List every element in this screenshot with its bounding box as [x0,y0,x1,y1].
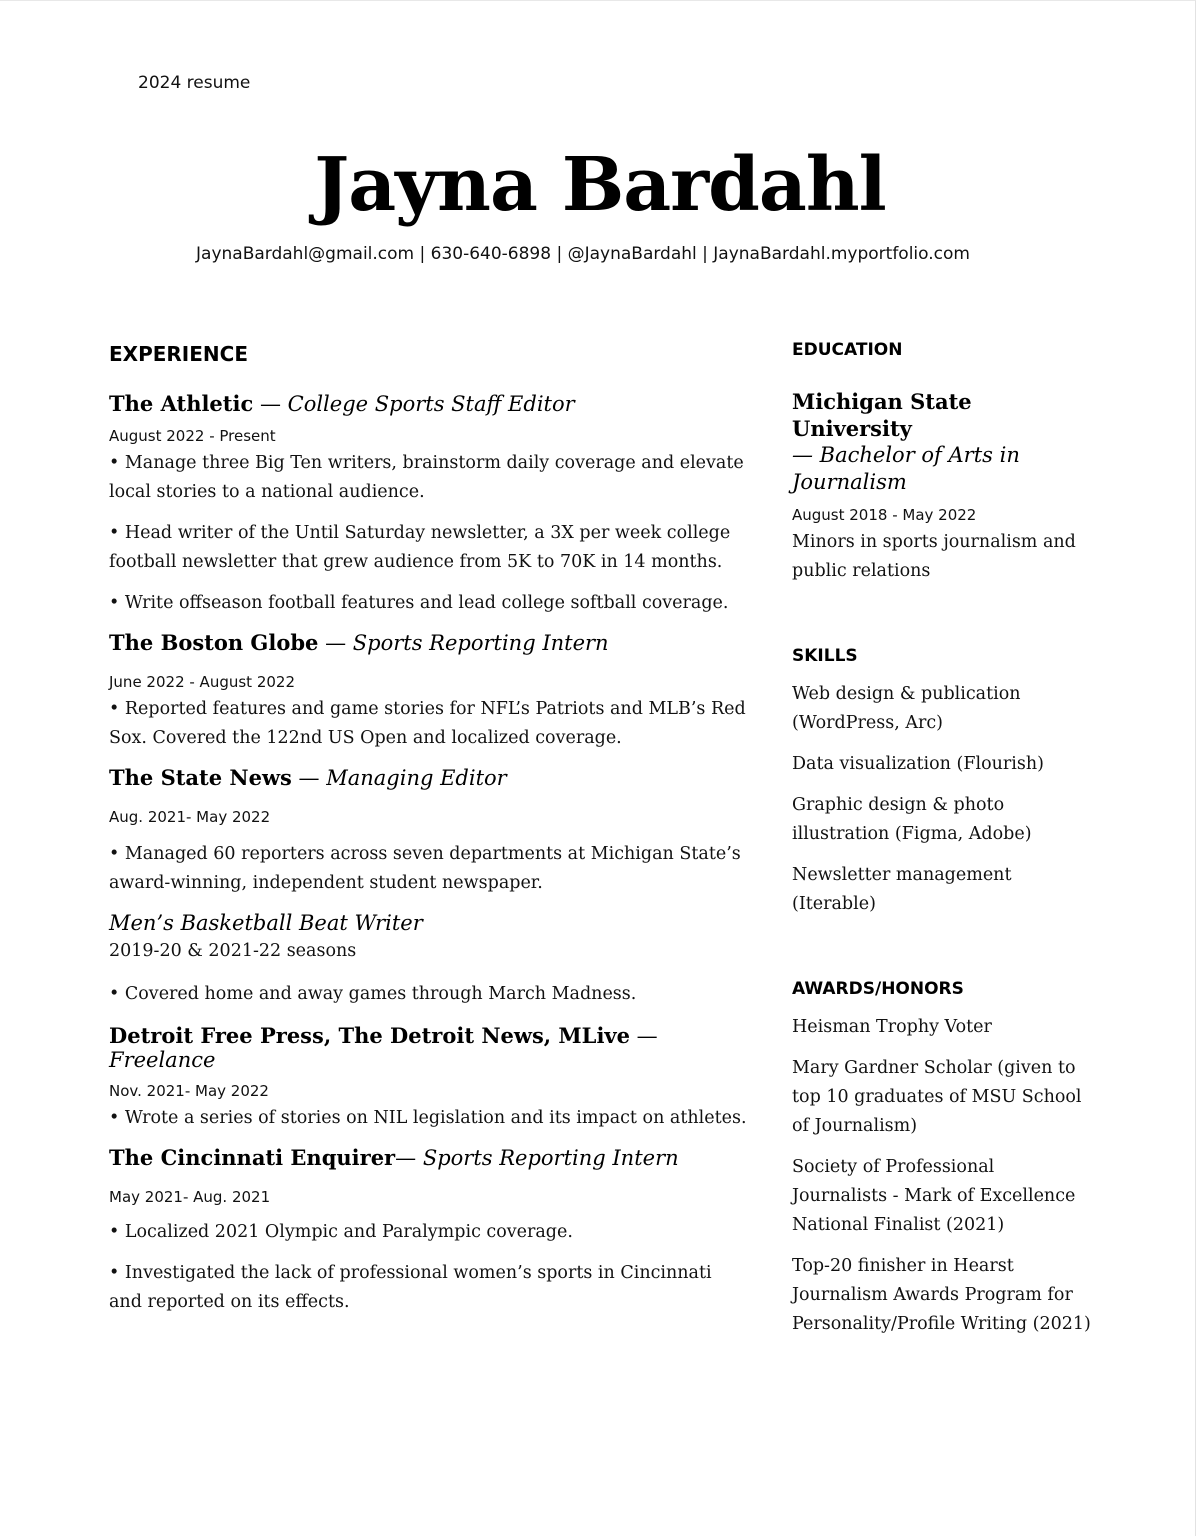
job-entry [109,630,749,753]
job-separator: — [395,1146,423,1170]
job-company: The Cincinnati Enquirer [109,1145,396,1170]
education-minors: Minors in sports journalism and public relations [792,532,1076,581]
award-item: Mary Gardner Scholar (given to top 10 graduates of MSU School of Journalism) [792,1058,1082,1136]
job-entry [109,1145,749,1317]
job-bullet: • Covered home and away games through March Madness. [109,984,637,1004]
job-bullet: • Write offseason football features and lead college softball coverage. [109,593,729,613]
job-dates: August 2022 - Present [109,427,276,445]
education-dates: August 2018 - May 2022 [792,506,977,524]
job-entry [109,910,749,1009]
skill-item: Web design & publication (WordPress, Arc) [792,684,1021,733]
job-separator: — [629,1024,658,1048]
awards-heading: AWARDS/HONORS [792,979,964,999]
job-role: Sports Reporting Intern [352,631,609,655]
job-bullet: • Wrote a series of stories on NIL legislation and its impact on athletes. [109,1108,747,1128]
job-dates: 2019-20 & 2021-22 seasons [109,941,357,961]
job-bullet: • Reported features and game stories for NFL’s Patriots and MLB’s Red Sox. Covered the 122nd US Open and localized coverage. [109,699,746,748]
education-entry [792,388,1092,586]
job-title-line [109,910,749,935]
job-bullet: • Manage three Big Ten writers, brainstorm daily coverage and elevate local stories to a national audience. [109,453,744,502]
job-dates: June 2022 - August 2022 [109,673,295,691]
job-bullet: • Managed 60 reporters across seven departments at Michigan State’s award-winning, independent student newspaper. [109,844,741,893]
job-title-line [109,391,749,416]
job-title-line [109,630,749,655]
job-entry [109,765,749,898]
job-bullet: • Localized 2021 Olympic and Paralympic coverage. [109,1222,573,1242]
job-separator: — [291,766,327,790]
job-dates: May 2021- Aug. 2021 [109,1188,271,1206]
sidebar-column [792,340,1092,1339]
job-title-line [109,1145,749,1170]
awards-list [792,1013,1092,1339]
job-entry [109,1023,749,1133]
job-role: Men’s Basketball Beat Writer [109,911,423,935]
job-role: Managing Editor [326,766,507,790]
education-school: Michigan State University [792,389,972,441]
education-degree: — Bachelor of Arts in Journalism [792,443,1020,494]
job-separator: — [253,392,288,416]
job-company: The State News [109,765,292,790]
experience-heading: EXPERIENCE [109,342,248,366]
experience-column [109,342,749,1317]
job-bullet: • Head writer of the Until Saturday newsletter, a 3X per week college football newsletter that grew audience from 5K to 70K in 14 months. [109,523,731,572]
job-title-line [109,765,749,790]
skill-item: Newsletter management (Iterable) [792,865,1012,914]
job-entry [109,391,749,618]
resume-year-tag: 2024 resume [138,73,251,93]
job-bullet: • Investigated the lack of professional women’s sports in Cincinnati and reported on its effects. [109,1263,712,1312]
job-role: Freelance [109,1048,216,1072]
job-company: Detroit Free Press, The Detroit News, MLive [109,1023,630,1048]
award-item: Society of Professional Journalists - Mark of Excellence National Finalist (2021) [792,1157,1076,1235]
award-item: Top-20 finisher in Hearst Journalism Awards Program for Personality/Profile Writing (2021) [792,1256,1091,1334]
job-company: The Boston Globe [109,630,319,655]
education-heading: EDUCATION [792,340,903,360]
job-dates: Aug. 2021- May 2022 [109,808,271,826]
skill-item: Graphic design & photo illustration (Figma, Adobe) [792,795,1032,844]
job-company: The Athletic [109,391,254,416]
job-separator: — [318,631,353,655]
job-title-line [109,1023,749,1072]
skills-list [792,680,1092,919]
contact-line: JaynaBardahl@gmail.com | 630-640-6898 | @JaynaBardahl | JaynaBardahl.myportfolio.com [196,244,970,264]
award-item: Heisman Trophy Voter [792,1017,992,1037]
skill-item: Data visualization (Flourish) [792,754,1044,774]
skills-heading: SKILLS [792,646,858,666]
job-role: College Sports Staff Editor [287,392,575,416]
job-role: Sports Reporting Intern [422,1146,679,1170]
candidate-name: Jayna Bardahl [314,142,886,228]
job-dates: Nov. 2021- May 2022 [109,1082,269,1100]
